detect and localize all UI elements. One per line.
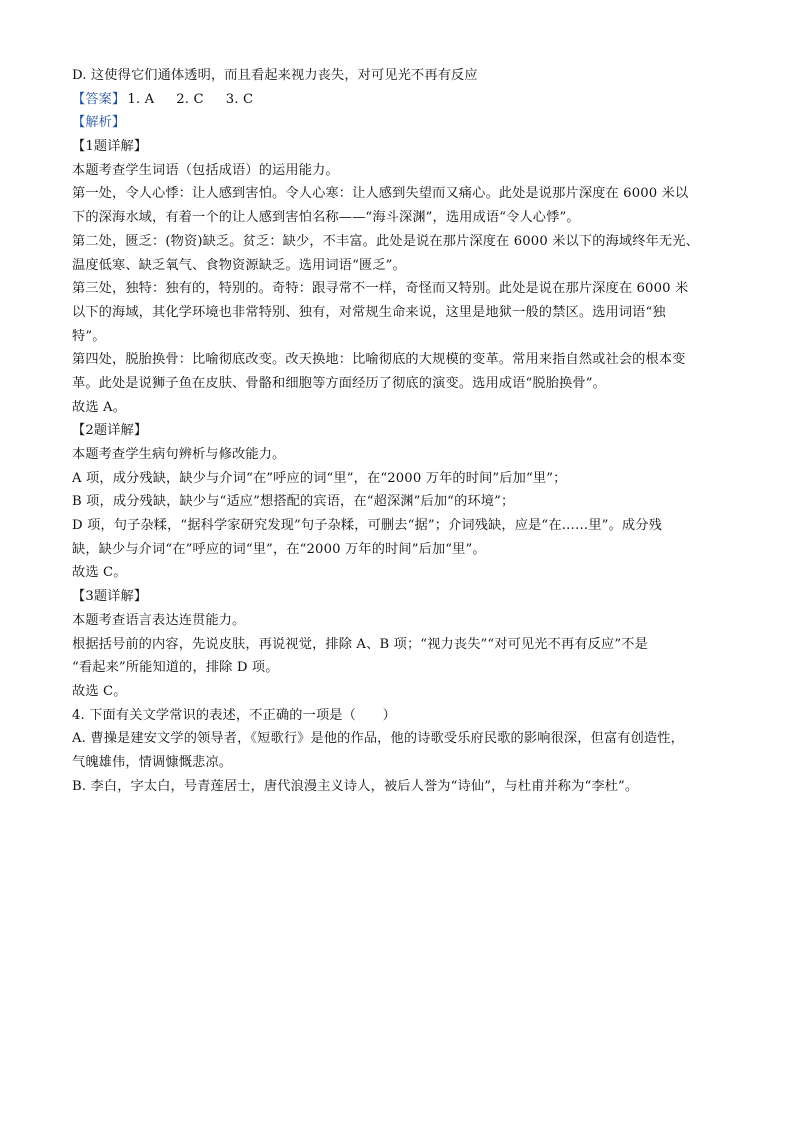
paragraph-line: “看起来”所能知道的，排除 D 项。 — [72, 660, 279, 676]
paragraph-line: B 项，成分残缺，缺少与“适应”想搭配的宾语，在“超深渊”后加“的环境”； — [72, 494, 515, 510]
section-heading: 【1题详解】 — [72, 139, 148, 155]
paragraph-line: 下的深海水域，有着一个的让人感到害怕名称——“海斗深渊”，选用成语“令人心悸”。 — [72, 210, 580, 226]
option-line: B. 李白，字太白，号青莲居士，唐代浪漫主义诗人，被后人誉为“诗仙”，与杜甫并称为“李杜”。 — [72, 778, 639, 794]
document-page — [72, 64, 724, 798]
paragraph-line: A 项，成分残缺，缺少与介词“在”呼应的词“里”，在“2000 万年的时间”后加“里”； — [72, 470, 567, 486]
option-d: D. 这使得它们通体透明，而且看起来视力丧失，对可见光不再有反应 — [72, 68, 478, 83]
paragraph-line: 本题考查语言表达连贯能力。 — [72, 612, 246, 628]
paragraph-line: 本题考查学生病句辨析与修改能力。 — [72, 447, 286, 462]
answer-item: 2. C — [176, 91, 204, 107]
paragraph-line: 根据括号前的内容，先说皮肤，再说视觉，排除 A、B 项；“视力丧失”“对可见光不再有反应”不是 — [72, 636, 648, 652]
paragraph-line: 本题考查学生词语（包括成语）的运用能力。 — [72, 162, 339, 178]
analysis-label: 【解析】 — [72, 115, 126, 131]
paragraph-line: D 项，句子杂糅，“据科学家研究发现”句子杂糅，可删去“据”；介词残缺，应是“在……里”。成分残 — [72, 518, 662, 534]
answer-item: 3. C — [225, 91, 254, 107]
answer-line — [72, 88, 724, 112]
paragraph-line: 故选 C。 — [72, 565, 127, 581]
option-line: 气魄雄伟，情调慷慨悲凉。 — [72, 754, 233, 770]
answer-label: 【答案】 — [72, 91, 126, 107]
paragraph-line: 缺，缺少与介词“在”呼应的词“里”，在“2000 万年的时间”后加“里”。 — [72, 541, 486, 557]
paragraph-line: 第四处，脱胎换骨：比喻彻底改变。改天换地：比喻彻底的大规模的变革。常用来指自然或社会的根本变 — [72, 352, 686, 368]
paragraph-line: 以下的海域，其化学环境也非常特别、独有，对常规生命来说，这里是地狱一般的禁区。选用词语“独 — [72, 304, 666, 320]
answer-item: 1. A — [127, 91, 155, 107]
paragraph-line: 第二处，匮乏：(物资)缺乏。贫乏：缺少，不丰富。此处是说在那片深度在 6000 米以下的海域终年无光、 — [72, 233, 699, 249]
question-stem: 4. 下面有关文学常识的表述，不正确的一项是（ ） — [72, 707, 396, 723]
section-heading: 【2题详解】 — [72, 423, 148, 439]
paragraph-line: 故选 A。 — [72, 399, 127, 415]
paragraph-line: 故选 C。 — [72, 683, 127, 699]
paragraph-line: 特”。 — [72, 328, 106, 344]
paragraph-line: 温度低寒、缺乏氧气、食物资源缺乏。选用词语“匮乏”。 — [72, 257, 406, 273]
paragraph-line: 第一处，令人心悸：让人感到害怕。令人心寒：让人感到失望而又痛心。此处是说那片深度在 6000 米以 — [72, 186, 689, 202]
paragraph-line: 第三处，独特：独有的，特别的。奇特：跟寻常不一样，奇怪而又特别。此处是说在那片深度在 6000 米 — [72, 281, 689, 297]
section-heading: 【3题详解】 — [72, 589, 148, 605]
option-line: A. 曹操是建安文学的领导者，《短歌行》是他的作品，他的诗歌受乐府民歌的影响很深，但富有创造性， — [72, 731, 684, 747]
paragraph-line: 革。此处是说狮子鱼在皮肤、骨骼和细胞等方面经历了彻底的演变。选用成语“脱胎换骨”。 — [72, 375, 606, 391]
